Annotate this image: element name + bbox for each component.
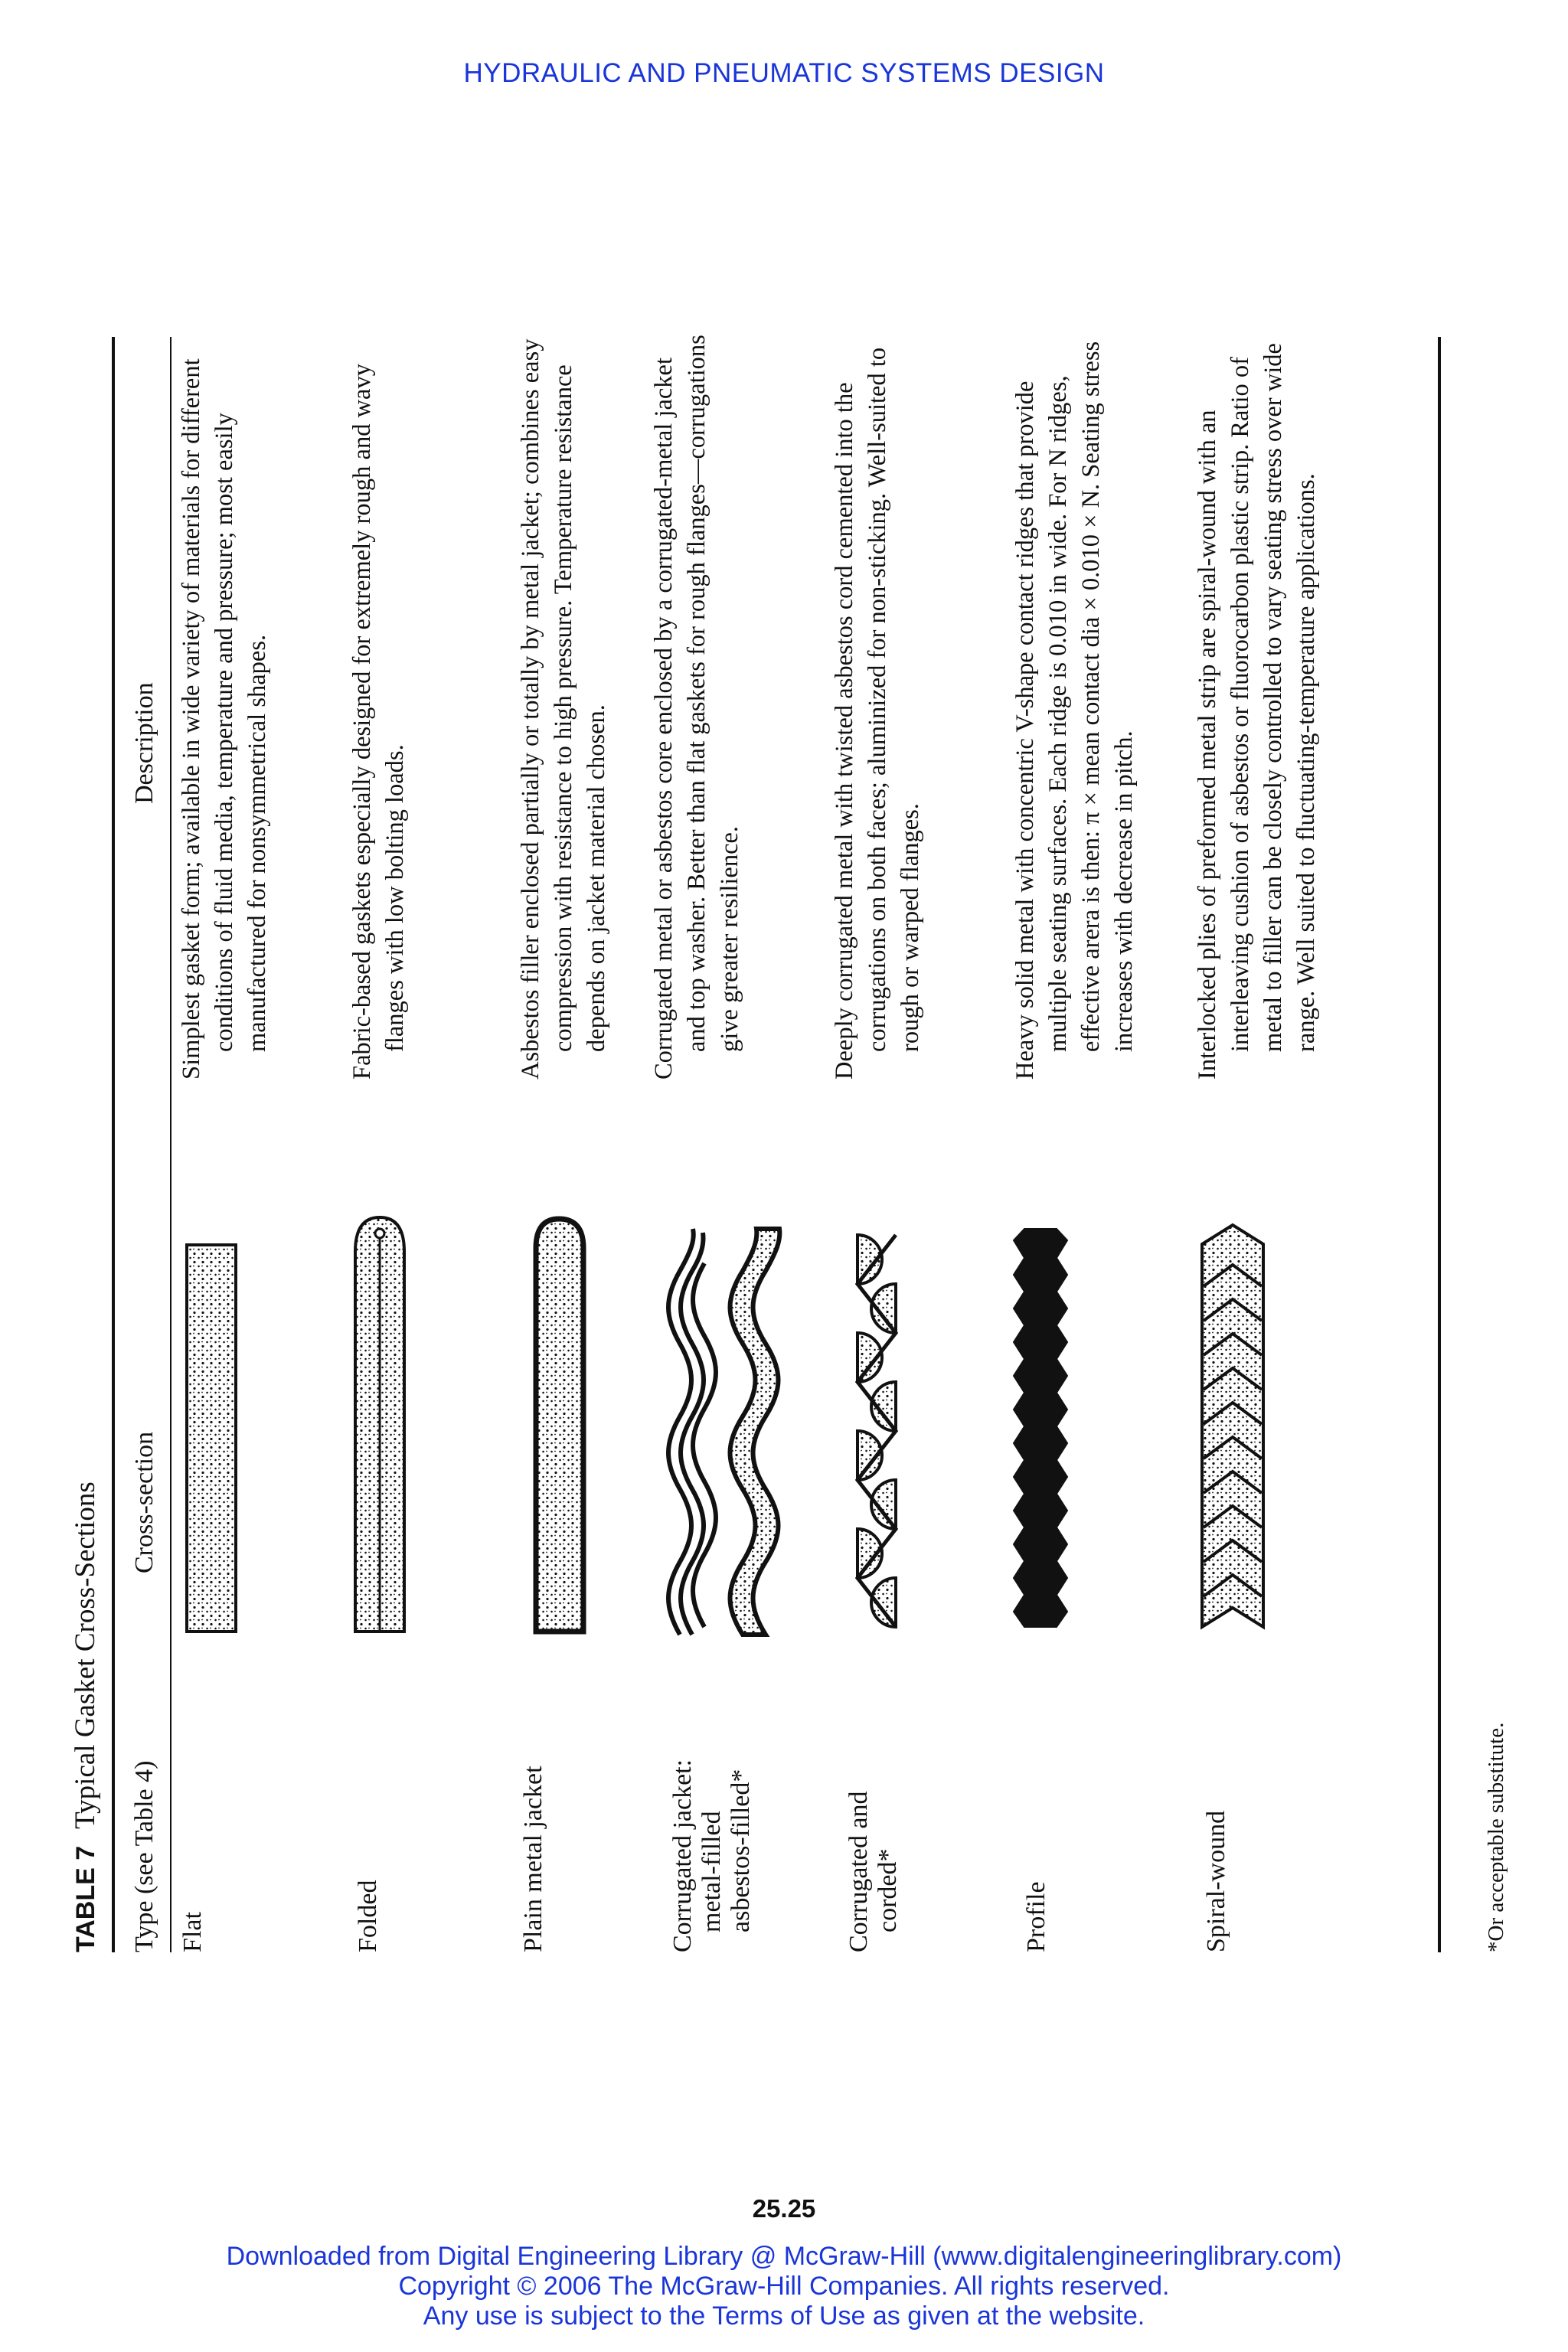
- flat-gasket-drawing: [184, 1236, 245, 1635]
- row-type-corrugated-and-corded: Corrugated and corded*: [844, 1791, 902, 1952]
- folded-gasket-drawing: [351, 1206, 412, 1635]
- row-type-flat: Flat: [178, 1912, 207, 1952]
- page-number: 25.25: [752, 2194, 816, 2223]
- plain-metal-jacket-drawing: [528, 1206, 590, 1635]
- row-desc-plain-metal-jacket: Asbestos filler enclosed partially or totally by metal jacket; combines easy compression with resistance to high pressure. Temperature resistance depends on jacket material chosen.: [517, 338, 610, 1080]
- col-header-description: Description: [130, 682, 158, 804]
- table-bottom-rule: [1438, 337, 1441, 1952]
- row-desc-flat: Simplest gasket form; available in wide variety of materials for different conditions of fluid media, temperature and pressure; most easily manufactured for nonsymmetrical shapes.: [178, 358, 271, 1080]
- footer-line-3: Any use is subject to the Terms of Use as given at the website.: [423, 2301, 1145, 2331]
- row-desc-profile: Heavy solid metal with concentric V-shape contact ridges that provide multiple seating surfaces. Each ridge is 0.010 in wide. For N ridges, effective arera is then: π × mean contact dia × 0.010 × N. Seating stress increases with decrease in pitch.: [1011, 341, 1138, 1080]
- row-desc-spiral-wound: Interlocked plies of preformed metal strip are spiral-wound with an interleaving cushion of asbestos or fluorocarbon plastic strip. Ratio of metal to filler can be closely controlled to vary seating stress over wide range. Well suited to fluctuating-temperature applications.: [1194, 343, 1320, 1080]
- table-footnote: *Or acceptable substitute.: [1484, 1722, 1508, 1952]
- row-type-spiral-wound: Spiral-wound: [1202, 1810, 1230, 1952]
- footer-line-2: Copyright © 2006 The McGraw-Hill Companies. All rights reserved.: [398, 2272, 1170, 2301]
- row-type-profile: Profile: [1022, 1881, 1050, 1952]
- corrugated-jacket-drawing: [658, 1214, 796, 1642]
- footer-line-1[interactable]: Downloaded from Digital Engineering Library @ McGraw-Hill (www.digitalengineeringlibrary.com): [226, 2242, 1342, 2271]
- profile-gasket-drawing: [1011, 1214, 1072, 1642]
- table-caption: Typical Gasket Cross-Sections: [70, 1481, 101, 1829]
- row-desc-corrugated-jacket: Corrugated metal or asbestos core enclosed by a corrugated-metal jacket and top washer. Better than flat gaskets for rough flanges—corrugations give greater resilience.: [650, 335, 743, 1080]
- row-type-folded: Folded: [354, 1880, 382, 1952]
- row-desc-corrugated-and-corded: Deeply corrugated metal with twisted asbestos cord cemented into the corrugations on both faces; aluminized for non-sticking. Well-suited to rough or warped flanges.: [831, 347, 924, 1080]
- table-top-rule: [112, 337, 115, 1952]
- col-header-cross-section: Cross-section: [130, 1431, 158, 1573]
- table-label: TABLE 7: [71, 1845, 100, 1952]
- corrugated-corded-drawing: [835, 1214, 919, 1642]
- row-type-corrugated-jacket: Corrugated jacket: metal-filled asbestos-filled*: [668, 1759, 755, 1952]
- row-type-plain-metal-jacket: Plain metal jacket: [519, 1766, 547, 1952]
- table-title: [69, 1481, 102, 1952]
- row-desc-folded: Fabric-based gaskets especially designed for extremely rough and wavy flanges with low bolting loads.: [348, 364, 409, 1080]
- rotated-table: [69, 337, 1508, 1952]
- table-header-rule: [170, 337, 172, 1952]
- spiral-wound-drawing: [1194, 1214, 1271, 1642]
- col-header-type: Type (see Table 4): [130, 1760, 158, 1952]
- download-footer: [0, 2242, 1568, 2331]
- page-header: HYDRAULIC AND PNEUMATIC SYSTEMS DESIGN: [463, 58, 1105, 88]
